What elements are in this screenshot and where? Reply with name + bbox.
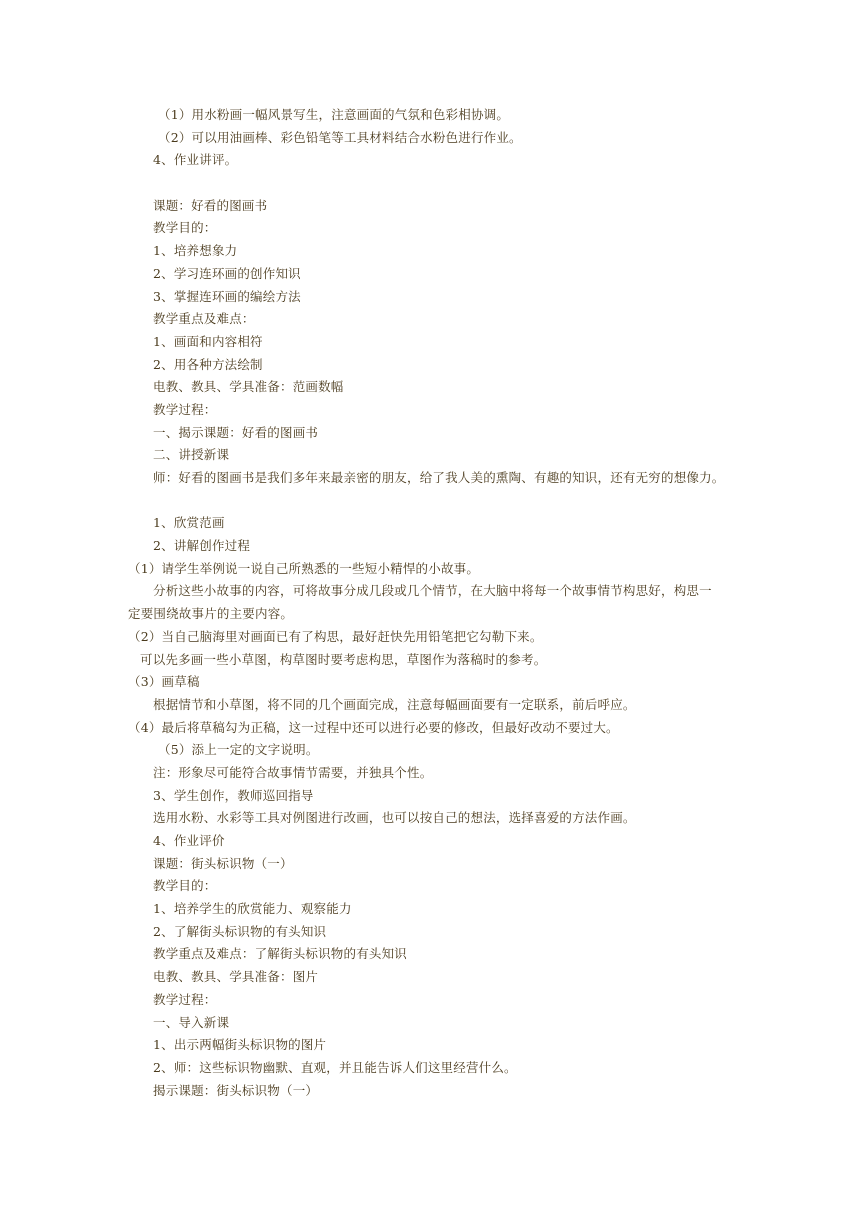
text-line: 1、培养想象力 — [153, 243, 238, 259]
text-line: 1、培养学生的欣赏能力、观察能力 — [153, 901, 352, 917]
text-line: 4、作业评价 — [153, 833, 225, 848]
text-line: 师：好看的图画书是我们多年来最亲密的朋友，给了我人美的熏陶、有趣的知识，还有无穷的想像力。 — [153, 470, 725, 485]
document-body — [0, 104, 860, 1102]
text-line: 一、导入新课 — [153, 1014, 230, 1030]
text-line: （5）添上一定的文字说明。 — [158, 742, 319, 758]
text-line: 1、出示两幅街头标识物的图片 — [153, 1037, 327, 1053]
text-line: （1）请学生举例说一说自己所熟悉的一些短小精悍的小故事。 — [128, 560, 480, 576]
text-line: 教学重点及难点：了解街头标识物的有头知识 — [153, 946, 408, 962]
blank-line — [0, 490, 860, 513]
text-line: （3）画草稿 — [128, 674, 200, 690]
text-line: 2、师：这些标识物幽默、直观，并且能告诉人们这里经营什么。 — [153, 1059, 517, 1075]
text-line: 定要围绕故事片的主要内容。 — [128, 606, 294, 622]
text-line: 2、了解街头标识物的有头知识 — [153, 923, 327, 939]
text-line: （4）最后将草稿勾为正稿，这一过程中还可以进行必要的修改，但最好改动不要过大。 — [128, 719, 619, 735]
text-line: 教学目的： — [153, 878, 217, 894]
text-line: 3、掌握连环画的编绘方法 — [153, 288, 301, 304]
text-line: 根据情节和小草图，将不同的几个画面完成，注意每幅画面要有一定联系，前后呼应。 — [153, 696, 636, 712]
text-line: 2、讲解创作过程 — [153, 538, 251, 554]
blank-line — [0, 172, 860, 195]
text-line: 3、学生创作，教师巡回指导 — [153, 787, 314, 803]
text-line: （2）可以用油画棒、彩色铅笔等工具材料结合水粉色进行作业。 — [158, 129, 522, 145]
text-line: 课题：好看的图画书 — [153, 197, 268, 213]
text-line: （1）用水粉画一幅风景写生，注意画面的气氛和色彩相协调。 — [158, 107, 510, 122]
text-line: 1、画面和内容相符 — [153, 333, 263, 349]
text-line: 2、学习连环画的创作知识 — [153, 265, 301, 281]
text-line: 电教、教具、学具准备：范画数幅 — [153, 379, 344, 395]
text-line: 4、作业讲评。 — [153, 152, 238, 168]
text-line: 可以先多画一些小草图，构草图时要考虑构思，草图作为落稿时的参考。 — [140, 651, 547, 667]
text-line: 教学过程： — [153, 991, 217, 1007]
text-line: 1、欣赏范画 — [153, 515, 225, 531]
text-line: 二、讲授新课 — [153, 447, 230, 463]
text-line: 课题：街头标识物（一） — [153, 855, 293, 871]
text-line: 一、揭示课题：好看的图画书 — [153, 424, 319, 440]
text-line: 教学过程： — [153, 401, 217, 417]
text-line: 2、用各种方法绘制 — [153, 356, 263, 372]
text-line: 分析这些小故事的内容，可将故事分成几段或几个情节，在大脑中将每一个故事情节构思好，构思一 — [153, 583, 712, 599]
text-line: 教学目的： — [153, 220, 217, 236]
text-line: 注：形象尽可能符合故事情节需要，并独具个性。 — [153, 764, 433, 780]
text-line: 揭示课题：街头标识物（一） — [153, 1082, 319, 1098]
text-line: 选用水粉、水彩等工具对例图进行改画，也可以按自己的想法，选择喜爱的方法作画。 — [153, 810, 636, 826]
text-line: 电教、教具、学具准备：图片 — [153, 969, 319, 985]
text-line: （2）当自己脑海里对画面已有了构思，最好赶快先用铅笔把它勾勒下来。 — [128, 628, 543, 644]
text-line: 教学重点及难点： — [153, 311, 255, 327]
